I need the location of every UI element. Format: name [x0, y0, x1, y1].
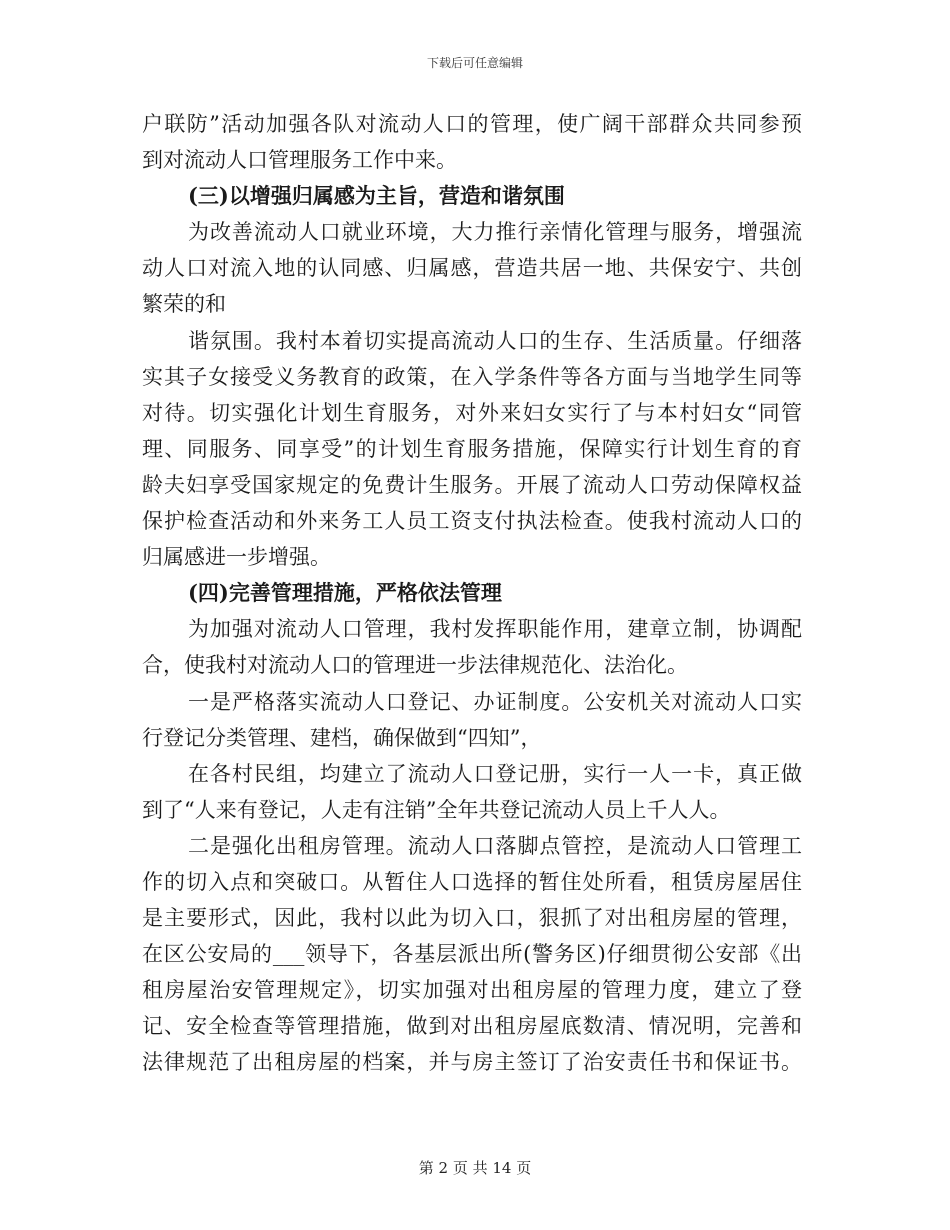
- body-text-line: 对待。切实强化计划生育服务，对外来妇女实行了与本村妇女“同管: [142, 400, 802, 425]
- body-text-line: 合，使我村对流动人口的管理进一步法律规范化、法治化。: [142, 653, 688, 678]
- document-body: [142, 106, 802, 1081]
- body-text-line: 二是强化出租房管理。流动人口落脚点管控，是流动人口管理工: [188, 833, 802, 858]
- body-text-line: 到对流动人口管理服务工作中来。: [142, 148, 457, 173]
- body-text-line: 繁荣的和: [142, 292, 226, 317]
- body-text-line: 龄夫妇享受国家规定的免费计生服务。开展了流动人口劳动保障权益: [142, 472, 802, 497]
- body-text-line: 谐氛围。我村本着切实提高流动人口的生存、生活质量。仔细落: [188, 328, 802, 353]
- body-text-line: 到了“人来有登记，人走有注销”全年共登记流动人员上千人人。: [142, 797, 731, 822]
- body-text-line: 在区公安局的___领导下，各基层派出所(警务区)仔细贯彻公安部《出: [142, 942, 802, 967]
- body-text-line: 实其子女接受义务教育的政策，在入学条件等各方面与当地学生同等: [142, 364, 802, 389]
- body-text-line: 在各村民组，均建立了流动人口登记册，实行一人一卡，真正做: [188, 761, 802, 786]
- body-text-line: 法律规范了出租房屋的档案，并与房主签订了治安责任书和保证书。: [142, 1050, 802, 1075]
- body-text-line: 理、同服务、同享受”的计划生育服务措施，保障实行计划生育的育: [142, 436, 802, 461]
- body-text-line: 保护检查活动和外来务工人员工资支付执法检查。使我村流动人口的: [142, 509, 802, 534]
- body-text-line: 行登记分类管理、建档，确保做到“四知”，: [142, 725, 542, 750]
- section-heading: (四)完善管理措施，严格依法管理: [188, 580, 502, 606]
- body-text-line: 作的切入点和突破口。从暂住人口选择的暂住处所看，租赁房屋居住: [142, 869, 802, 894]
- body-text-line: 一是严格落实流动人口登记、办证制度。公安机关对流动人口实: [188, 689, 802, 714]
- body-text-line: 租房屋治安管理规定》，切实加强对出租房屋的管理力度，建立了登: [142, 978, 802, 1003]
- page-footer: 第 2 页 共 14 页: [418, 1159, 532, 1177]
- body-text-line: 动人口对流入地的认同感、归属感，营造共居一地、共保安宁、共创: [142, 256, 802, 281]
- body-text-line: 归属感进一步增强。: [142, 545, 331, 570]
- body-text-line: 户联防”活动加强各队对流动人口的管理，使广阔干部群众共同参预: [142, 112, 802, 136]
- page-header: 下载后可任意编辑: [426, 56, 523, 70]
- section-heading: (三)以增强归属感为主旨，营造和谐氛围: [188, 183, 565, 209]
- body-text-line: 记、安全检查等管理措施，做到对出租房屋底数清、情况明，完善和: [142, 1014, 802, 1039]
- body-text-line: 为改善流动人口就业环境，大力推行亲情化管理与服务，增强流: [188, 220, 802, 245]
- body-text-line: 为加强对流动人口管理，我村发挥职能作用，建章立制，协调配: [188, 617, 802, 642]
- body-text-line: 是主要形式，因此，我村以此为切入口，狠抓了对出租房屋的管理，: [142, 906, 802, 931]
